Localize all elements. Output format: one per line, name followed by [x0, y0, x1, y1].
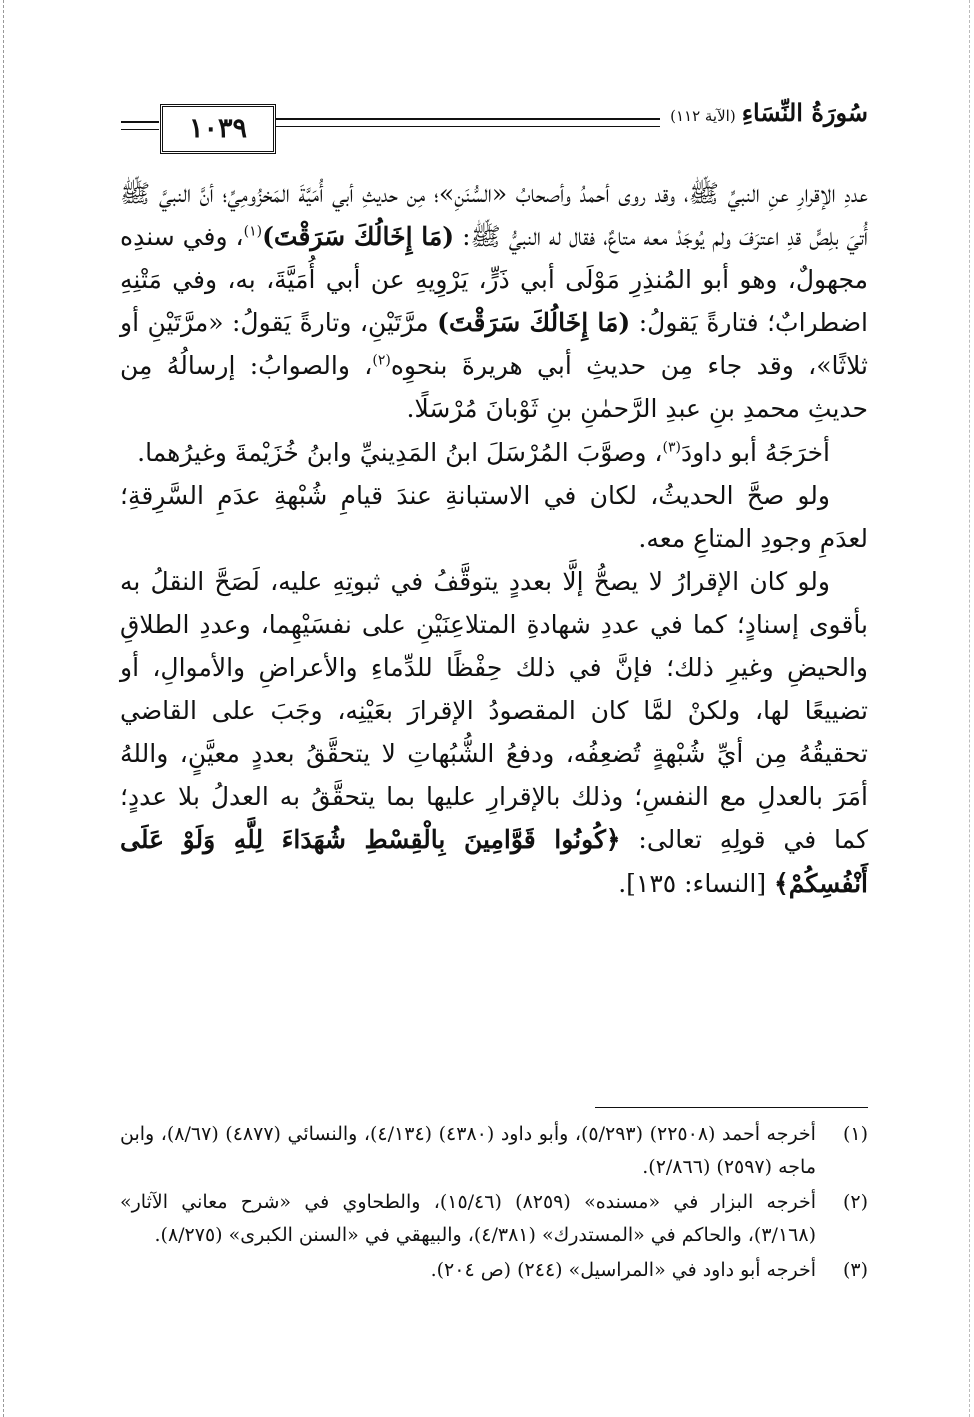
text-run: ، والصوابُ: إرسالُهُ مِن حديثِ محمدِ بنِ عبدِ الرَّحمٰنِ بنِ ثَوْبانَ مُرْسَلًا. — [120, 351, 868, 424]
text-run: عددِ الإقرارِ عنِ النبيِّ ﷺ، وقد روى أحمدُ وأصحابُ «السُّنَنِ»؛ مِن حديثِ أبي أُمَيَّةَ المَخزُومِيِّ؛ أنَّ النبيَّ ﷺ أُتيَ بلِصٍّ قدِ اعترَفَ ولم يُوجَدْ معه متاعٌ، فقال له النبيُّ ﷺ: — [120, 179, 868, 252]
text-run: ، وفي سندِه مجهولٌ، وهو أبو المُنذِرِ مَوْلَى أبي ذَرٍّ، يَرْوِيهِ عن أبي أُمَيَّةَ، به، وفي مَتْنِهِ اضطرابٌ؛ فتارةً يَقولُ: — [120, 222, 868, 338]
footnote-text: أخرجه أبو داود في «المراسيل» (٢٤٤) (ص ٢٠٤). — [430, 1259, 816, 1281]
footnote-ref-3[interactable]: (٣) — [662, 439, 681, 456]
text-run: مرَّتَيْنِ، وتارةً يَقولُ: «مرَّتَيْنِ أو ثلاثًا»، وقد جاء مِن حديثِ أبي هريرةَ بنحوِه — [120, 308, 868, 381]
ayah-label: (الآية ١١٢) — [670, 107, 736, 125]
footnote-3 — [120, 1254, 868, 1287]
scan-edge-right — [969, 0, 971, 1417]
footnote-number: (٢) — [842, 1191, 868, 1213]
paragraph-1 — [120, 172, 868, 431]
hadith-quote: (مَا إِخَالُكَ سَرَقْتَ) — [437, 308, 631, 338]
sura-title: سُورَةُ النِّسَاءِ — [741, 98, 868, 127]
running-title — [660, 98, 868, 131]
text-run: أخرَجَهُ أبو داودَ — [680, 437, 830, 467]
verse-reference: [النساء: ١٣٥]. — [618, 868, 767, 898]
page-number: ١٠٣٩ — [160, 104, 276, 154]
footnote-ref-1[interactable]: (١) — [243, 223, 263, 240]
quran-verse: ﴿كُونُوا قَوَّامِينَ بِالْقِسْطِ شُهَدَاءَ لِلَّهِ وَلَوْ عَلَى أَنْفُسِكُمْ﴾ — [120, 825, 868, 898]
footnote-1 — [120, 1118, 868, 1183]
main-text — [120, 172, 868, 905]
footnote-separator — [595, 1107, 868, 1108]
hadith-quote: (مَا إِخَالُكَ سَرَقْتَ) — [262, 222, 455, 252]
scan-edge-left — [3, 0, 5, 1417]
footnote-text: أخرجه أحمد (٢٢٥٠٨) (٥/٢٩٣)، وأبو داود (٤٣٨٠) (٤/١٣٤)، والنسائي (٤٨٧٧) (٨/٦٧)، وابن ماجه (٢٥٩٧) (٢/٨٦٦). — [120, 1123, 816, 1178]
footnote-number: (١) — [842, 1123, 868, 1145]
footnote-ref-2[interactable]: (٢) — [372, 353, 391, 370]
text-run: ، وصوَّبَ المُرْسَلَ ابنُ المَدِينيِّ وابنُ خُزَيْمةَ وغيرُهما. — [137, 437, 663, 467]
footnote-text: أخرجه البزار في «مسنده» (٨٢٥٩) (١٥/٤٦)، والطحاوي في «شرح معاني الآثار» (٣/١٦٨)، والحاكم في «المستدرك» (٤/٣٨١)، والبيهقي في «السنن الكبرى» (٨/٢٧٥). — [120, 1191, 816, 1246]
page-header — [120, 98, 868, 152]
footnote-2 — [120, 1186, 868, 1251]
paragraph-3: ولو صحَّ الحديثُ، لكان في الاستبانةِ عندَ قيامِ شُبْهةِ عدَمِ السَّرِقةِ؛ لعدَمِ وجودِ المتاعِ معه. — [120, 480, 868, 553]
paragraph-2 — [120, 431, 868, 474]
text-run: ولو كان الإقرارُ لا يصحُّ إلَّا بعددٍ يتوقَّفُ في ثبوتِهِ عليه، لَصَحَّ النقلُ به بأقوى إسنادٍ؛ كما في عددِ شهادةِ المتلاعِنَيْنِ على نفسَيْهِما، وعددِ الطلاقِ والحيضِ وغيرِ ذلك؛ فإنَّ في ذلك حِفْظًا للدِّماءِ والأعراضِ والأموالِ، أو تضييعًا لها، ولكنْ لمَّا كان المقصودُ الإقرارَ بعَيْنِه، وجَبَ على القاضي تحقيقُهُ مِن أيِّ شُبْهةٍ تُضعِفُه، ودفعُ الشُّبُهاتِ لا يتحقَّقُ بعددٍ معيَّنٍ، واللهُ أمَرَ بالعدلِ مع النفسِ؛ وذلك بالإقرارِ عليها بما يتحقَّقُ به العدلُ بلا عددٍ؛ كما في قولِهِ تعالى: — [120, 566, 868, 855]
footnote-number: (٣) — [842, 1259, 868, 1281]
paragraph-4 — [120, 560, 868, 905]
footnotes — [120, 1118, 868, 1290]
